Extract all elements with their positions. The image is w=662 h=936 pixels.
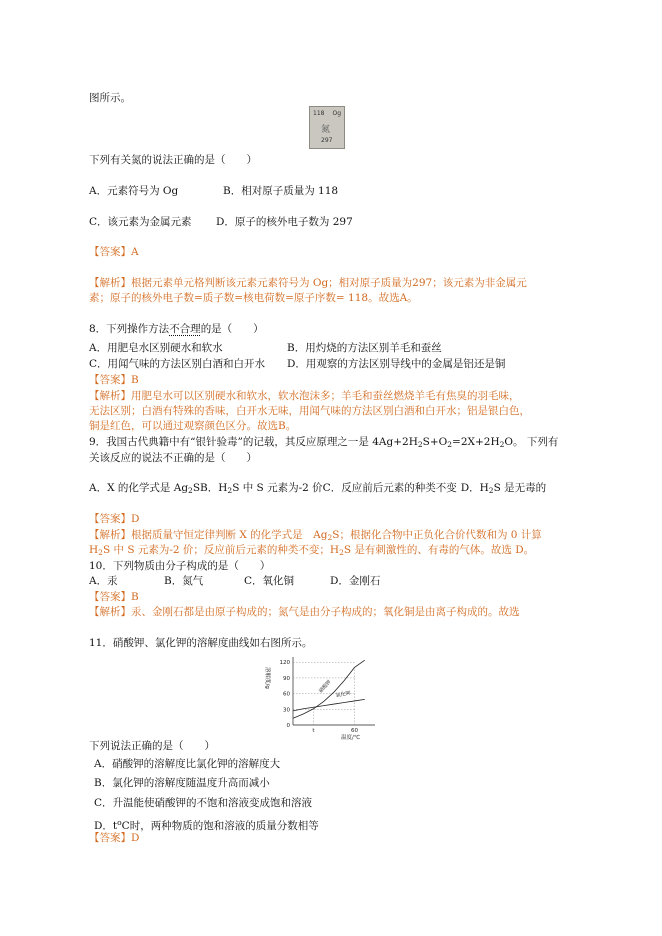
q8-analysis-line-2: 无法区别；白酒有特殊的香味，白开水无味，用闻气味的方法区别白酒和白开水；铝是银白色， bbox=[89, 405, 530, 417]
q9-sub: 2 bbox=[98, 548, 103, 557]
q9-analysis-seg-1: 【解析】根据质量守恒定律判断 X 的化学式是 Ag bbox=[89, 529, 328, 541]
q9-stem-seg-1: 9．我国古代典籍中有“银针验毒”的记载，其反应原理之一是 4Ag+2H bbox=[89, 436, 418, 448]
q9-stem-seg-4: O。 下列有 bbox=[504, 436, 559, 448]
element-symbol: Og bbox=[332, 110, 341, 117]
atomic-number: 118 bbox=[313, 110, 325, 117]
q11-option-c: C．升温能使硝酸钾的不饱和溶液变成饱和溶液 bbox=[94, 797, 313, 809]
q9-analysis-seg-2: S；根据化合物中正负化合价代数和为 0 计算 bbox=[332, 529, 542, 541]
q9-sub: 2 bbox=[447, 440, 453, 449]
q11-option-d-part-1: D．t bbox=[94, 820, 118, 832]
q10-option-d: D．金刚石 bbox=[330, 575, 381, 587]
q8-analysis-line-1: 【解析】用肥皂水可以区别硬水和软水，软水泡沫多；羊毛和蚕丝燃烧羊毛有焦臭的羽毛味， bbox=[89, 390, 520, 402]
q9-option-d: D．H bbox=[460, 482, 489, 494]
q10-option-c: C．氧化铜 bbox=[244, 575, 295, 587]
y-tick-label: 90 bbox=[283, 675, 290, 682]
q7-analysis-line-1: 【解析】根据元素单元格判断该元素元素符号为 Og；相对原子质量为297；该元素为非金属元 bbox=[89, 277, 527, 289]
q9-option-a-end: S bbox=[192, 482, 201, 494]
q10-stem: 10．下列物质由分子构成的是（ ） bbox=[89, 560, 271, 572]
series-label-kno3: 硝酸钾 bbox=[318, 679, 333, 695]
q7-option-c: C．该元素为金属元素 bbox=[89, 216, 192, 228]
y-tick-label: 30 bbox=[283, 707, 290, 714]
q9-sub: 2 bbox=[227, 486, 233, 495]
chart-xlabel: 温度/℃ bbox=[341, 735, 361, 741]
q9-sub: 2 bbox=[488, 486, 494, 495]
element-card bbox=[309, 106, 345, 149]
q10-option-b: B．氮气 bbox=[164, 575, 204, 587]
q11-option-d bbox=[94, 816, 319, 833]
q7-option-b: B．相对原子质量为 118 bbox=[223, 185, 339, 197]
q8-analysis-line-3: 铜是红色，可以通过观察颜色区分。故选B。 bbox=[89, 420, 297, 432]
q9-option-b-end: S 中 S 元素为-2 价 bbox=[232, 482, 323, 494]
q11-stem: 11．硝酸钾、氯化钾的溶解度曲线如右图所示。 bbox=[89, 637, 313, 649]
q11-option-b: B．氯化钾的溶解度随温度升高而减小 bbox=[94, 777, 270, 789]
q9-analysis-line-1 bbox=[89, 529, 542, 544]
q9-stem-line-1 bbox=[89, 436, 558, 451]
q8-stem-part-2: 的是（ ） bbox=[200, 323, 264, 335]
q10-option-a: A．汞 bbox=[89, 575, 118, 587]
q8-stem-emphasis: 不合理 bbox=[169, 323, 201, 335]
atomic-mass: 297 bbox=[321, 137, 333, 144]
q11-answer: 【答案】D bbox=[89, 832, 140, 844]
q7-analysis-line-2: 素；原子的核外电子数=质子数=核电荷数=原子序数= 118。故选A。 bbox=[89, 292, 418, 304]
q9-sub: 2 bbox=[327, 533, 333, 542]
q9-stem-seg-2: S+O bbox=[422, 436, 448, 448]
q11-question: 下列说法正确的是（ ） bbox=[89, 740, 215, 752]
element-name: 氮 bbox=[321, 125, 331, 135]
q8-option-c: C．用闻气味的方法区别白酒和白开水 bbox=[89, 358, 266, 370]
q8-stem-part-1: 8．下列操作方法 bbox=[89, 323, 170, 335]
q9-option-d-end: S 是无毒的 bbox=[493, 482, 547, 494]
x-tick-label: 60 bbox=[351, 728, 358, 734]
q11-option-d-part-2: C时，两种物质的饱和溶液的质量分数相等 bbox=[121, 820, 319, 832]
chart-ylabel: 溶解度/g bbox=[264, 667, 270, 689]
q9-sub: 2 bbox=[188, 486, 193, 495]
series-label-kcl: 氯化钾 bbox=[335, 690, 352, 699]
q7-answer: 【答案】A bbox=[89, 246, 139, 258]
q9-stem-line-2: 关该反应的说法不正确的是（ ） bbox=[89, 452, 257, 464]
q8-option-a: A．用肥皂水区别硬水和软水 bbox=[89, 342, 223, 354]
intro-text: 图所示。 bbox=[89, 92, 131, 104]
solubility-chart bbox=[263, 655, 383, 741]
q9-sub: 2 bbox=[499, 440, 505, 449]
q9-answer: 【答案】D bbox=[89, 513, 140, 525]
q7-option-d: D．原子的核外电子数为 297 bbox=[216, 216, 353, 228]
q10-analysis: 【解析】汞、金刚石都是由原子构成的；氮气是由分子构成的；氧化铜是由离子构成的。故选 bbox=[89, 606, 520, 618]
q9-analysis-seg-5: S 是有刺激性的、有毒的气体。故选 D。 bbox=[343, 544, 535, 556]
q8-stem bbox=[89, 323, 264, 336]
q9-option-a: A．X 的化学式是 Ag bbox=[89, 482, 189, 494]
q9-option-c: C．反应前后元素的种类不变 bbox=[322, 482, 457, 494]
q9-option-b: B．H bbox=[200, 482, 228, 494]
q9-analysis-seg-3: H bbox=[89, 544, 99, 556]
q11-option-a: A．硝酸钾的溶解度比氯化钾的溶解度大 bbox=[94, 758, 281, 770]
q9-options bbox=[89, 482, 546, 497]
q8-option-d: D．用观察的方法区别导线中的金属是铝还是铜 bbox=[287, 358, 506, 370]
x-tick-label: t bbox=[312, 728, 315, 734]
q9-analysis-line-2 bbox=[89, 544, 534, 559]
y-tick-label: 120 bbox=[279, 660, 290, 667]
degree-sup: o bbox=[117, 818, 122, 827]
q9-analysis-seg-4: S 中 S 元素为-2 价；反应前后元素的种类不变；H bbox=[102, 544, 340, 556]
q10-answer: 【答案】B bbox=[89, 591, 139, 603]
q7-option-a: A．元素符号为 Og bbox=[89, 185, 179, 197]
q7-stem: 下列有关氮的说法正确的是（ ） bbox=[89, 154, 257, 166]
q8-answer: 【答案】B bbox=[89, 374, 139, 386]
q8-option-b: B．用灼烧的方法区别羊毛和蚕丝 bbox=[287, 342, 442, 354]
y-tick-label: 0 bbox=[286, 723, 290, 729]
q9-sub: 2 bbox=[339, 548, 344, 557]
y-tick-label: 60 bbox=[283, 691, 290, 698]
q9-sub: 2 bbox=[417, 440, 423, 449]
q9-stem-seg-3: =2X+2H bbox=[452, 436, 500, 448]
